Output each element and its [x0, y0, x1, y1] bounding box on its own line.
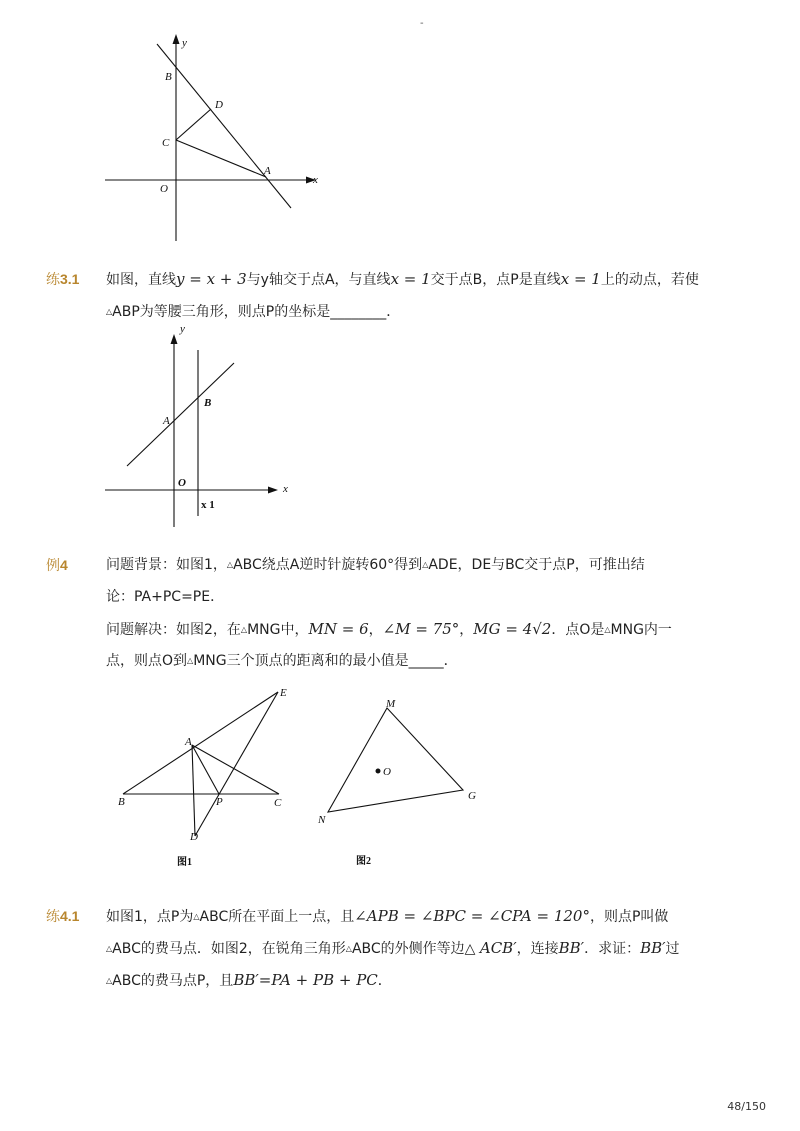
point-b-label: B: [204, 397, 212, 409]
point-d-label: D: [215, 99, 223, 111]
exercise-4-1-line-3: △ABC的费马点P，且BB′=PA + PB + PC．: [106, 971, 392, 989]
page-number: 48/150: [727, 1100, 766, 1113]
example-4-background-line-1: 问题背景：如图1，△ABC绕点A逆时针旋转60°得到△ADE，DE与BC交于点P，可推出结: [106, 557, 645, 573]
x-axis-label: x: [283, 483, 288, 495]
exercise-3-1-line-1: 如图，直线y = x + 3与y轴交于点A，与直线x = 1交于点B，点P是直线x = 1上的动点，若使: [106, 270, 699, 288]
point-p-label: P: [216, 796, 223, 808]
triangle-mng-figure-2: [310, 690, 490, 875]
x-equals-1-label: x 1: [201, 499, 215, 511]
exercise-4-1-line-2: △ABC的费马点．如图2，在锐角三角形△ABC的外侧作等边△ ACB′，连接BB′．求证：BB′过: [106, 939, 680, 957]
x-axis-label: x: [313, 174, 318, 186]
point-a-label: A: [185, 736, 192, 748]
exercise-4-1-label: 练4.1: [46, 908, 80, 924]
header-mark: -: [420, 18, 424, 29]
exercise-3-1-line-2: △ABP为等腰三角形，则点P的坐标是________．: [106, 304, 401, 320]
rotation-figure-1: [110, 685, 300, 875]
example-4-solution-line-2: 点，则点O到△MNG三个顶点的距离和的最小值是_____．: [106, 653, 458, 669]
point-o-label: O: [160, 183, 168, 195]
example-4-label: 例4: [46, 557, 68, 573]
point-o-label: O: [178, 477, 186, 489]
point-n-label: N: [318, 814, 326, 826]
exercise-3-1-label: 练3.1: [46, 271, 80, 287]
coordinate-figure-ab: [100, 320, 300, 535]
point-b-label: B: [165, 71, 172, 83]
point-b-label: B: [118, 796, 125, 808]
point-a-label: A: [264, 165, 271, 177]
point-e-label: E: [280, 687, 287, 699]
figure-1-caption: 图1: [177, 857, 192, 868]
example-4-background-line-2: 论：PA+PC=PE．: [106, 589, 225, 605]
figure-2-caption: 图2: [356, 856, 371, 867]
point-c-label: C: [162, 137, 170, 149]
coordinate-figure-bcda: [100, 30, 340, 250]
y-axis-label: y: [180, 323, 185, 335]
y-axis-label: y: [182, 37, 187, 49]
point-g-label: G: [468, 790, 476, 802]
point-a-label: A: [163, 415, 170, 427]
point-m-label: M: [386, 698, 396, 710]
point-o-label: O: [383, 766, 391, 778]
example-4-solution-line-1: 问题解决：如图2，在△MNG中，MN = 6，∠M = 75°，MG = 4√2．点O是△MNG内一: [106, 620, 672, 638]
exercise-4-1-line-1: 如图1，点P为△ABC所在平面上一点，且∠APB = ∠BPC = ∠CPA = 120°，则点P叫做: [106, 907, 669, 925]
point-c-label: C: [274, 797, 282, 809]
point-d-label: D: [190, 831, 198, 843]
